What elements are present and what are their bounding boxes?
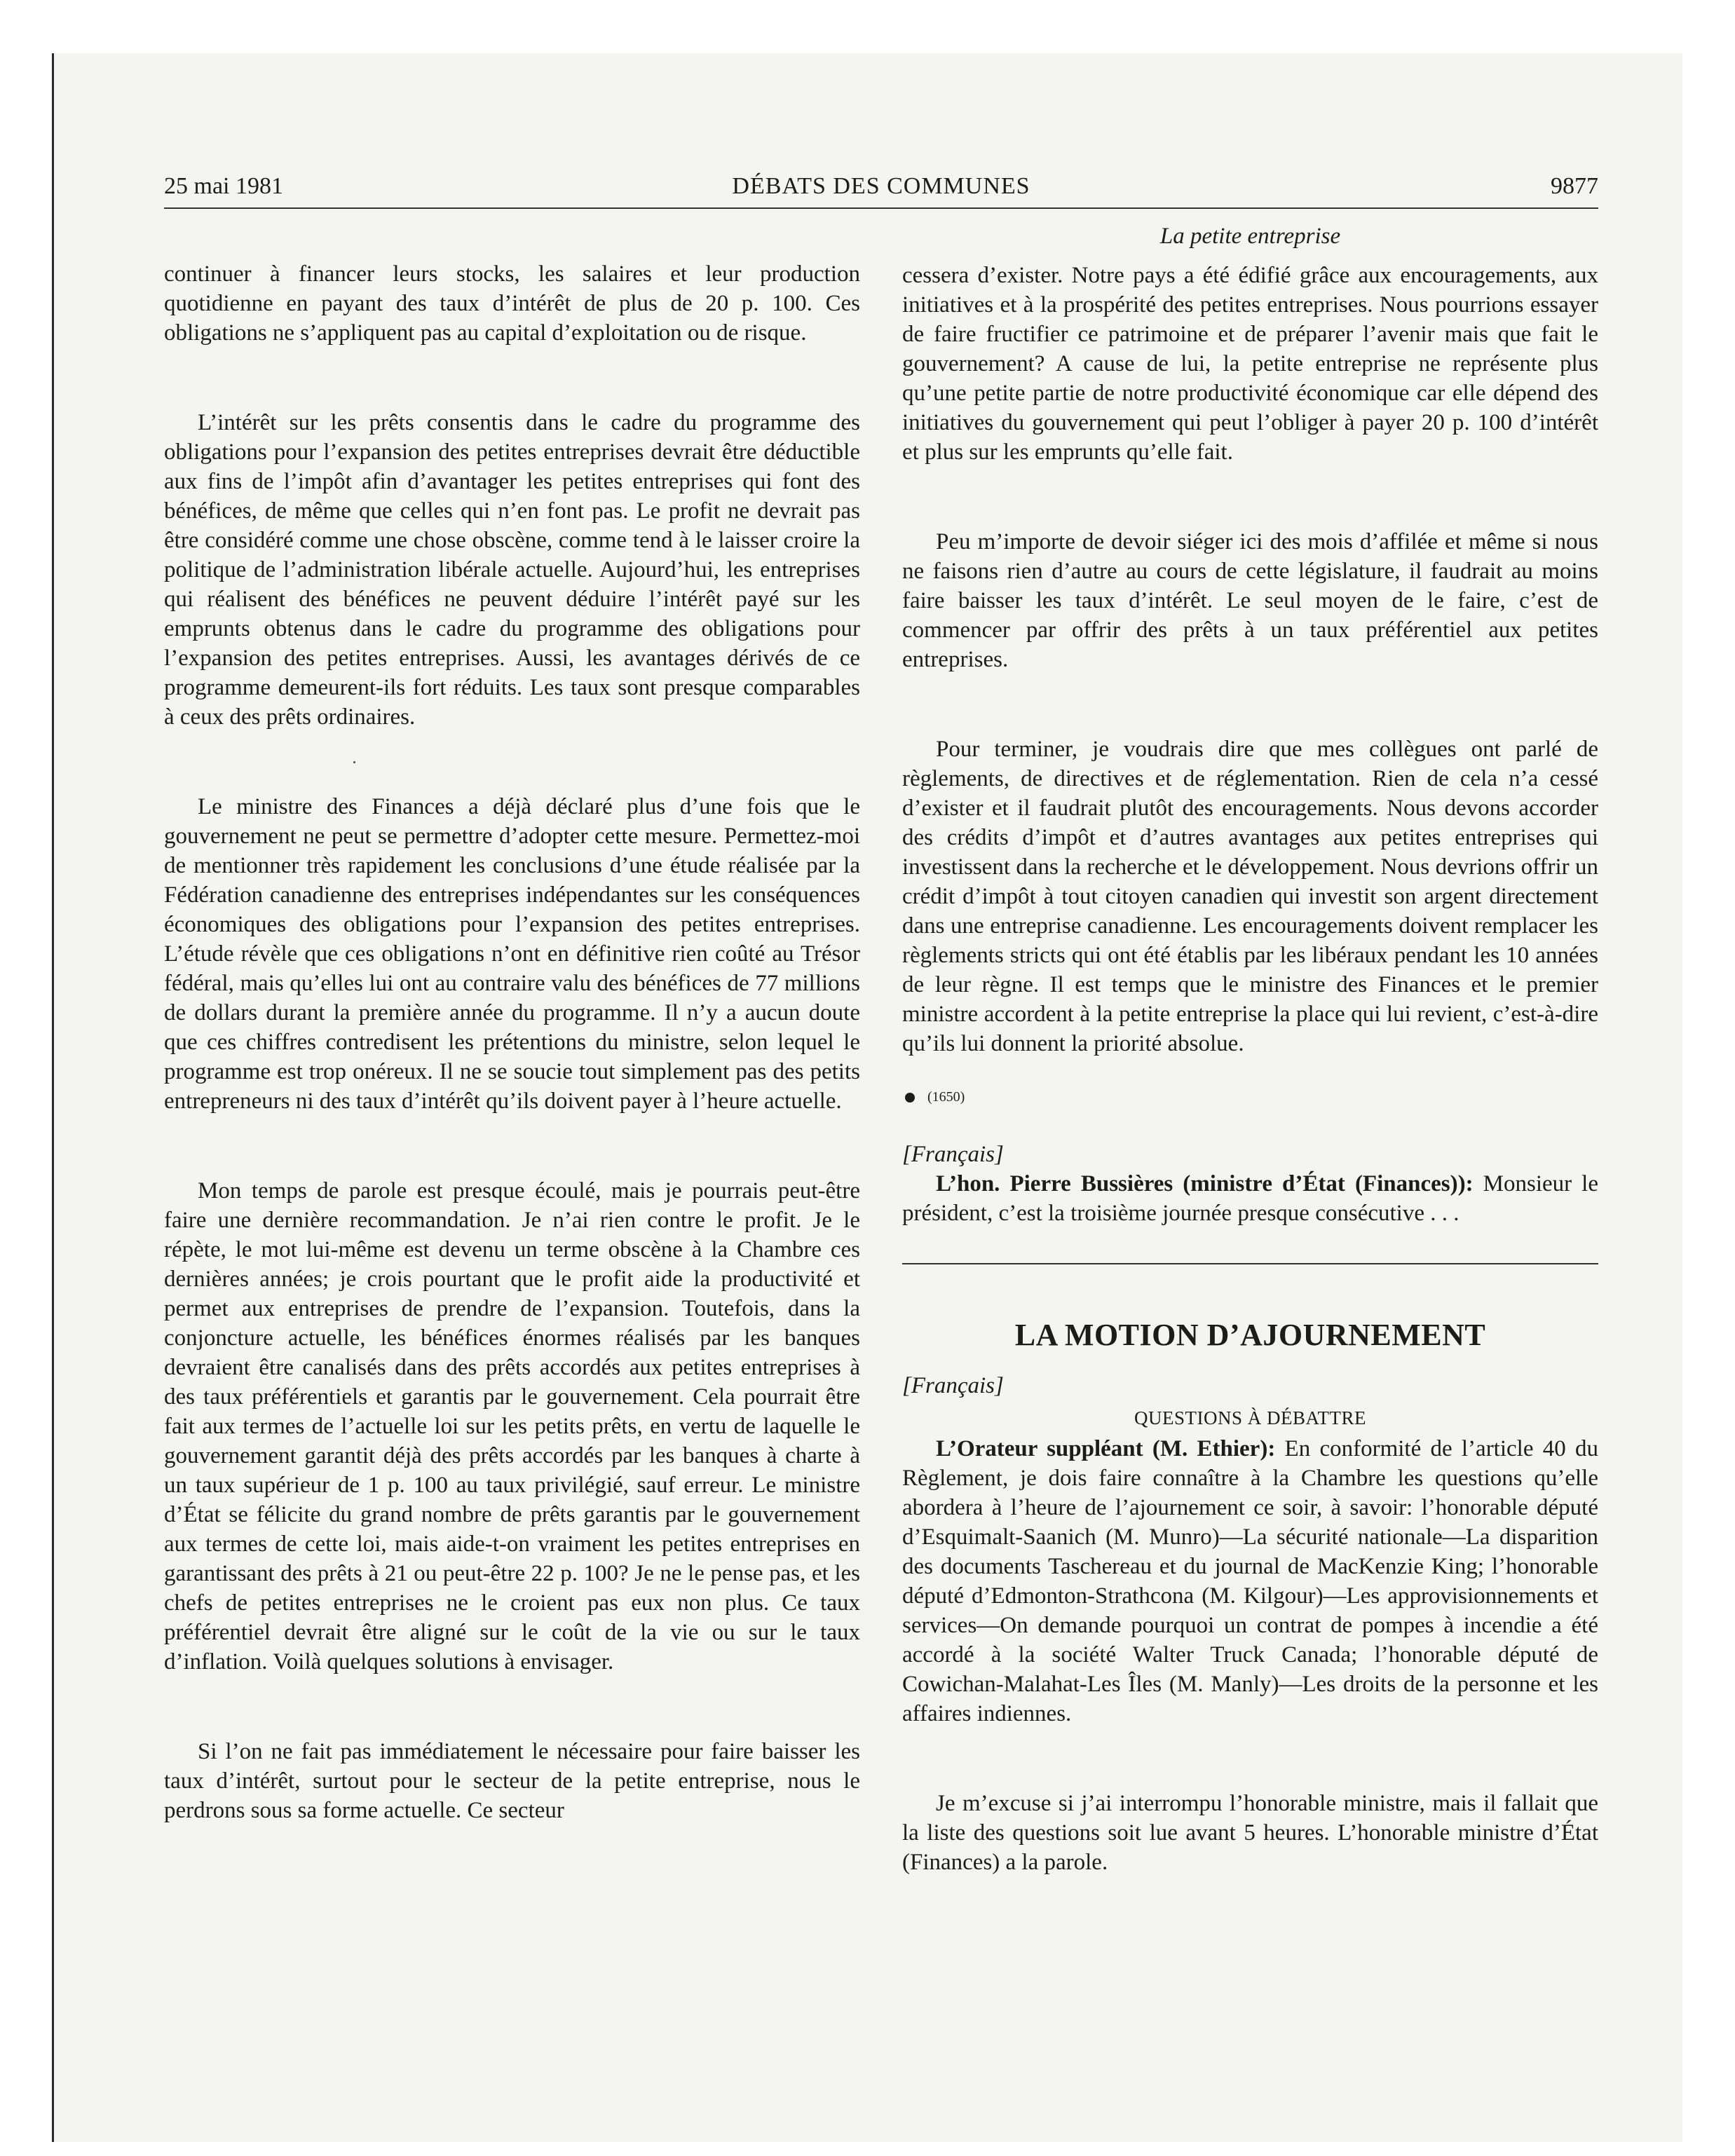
paragraph-gap <box>164 732 860 792</box>
paragraph-gap <box>902 467 1598 527</box>
section-title: LA MOTION D’AJOURNEMENT <box>1014 1318 1486 1352</box>
paragraph-gap <box>902 1728 1598 1789</box>
page-header <box>164 171 1598 209</box>
speech-text: En conformité de l’article 40 du Règlement, je dois faire connaître à la Chambre les questions qu’elle abordera à l’heure de l’ajournement ce soir, à savoir: l’honorable député d’Esquimalt-Saanich (M. Munro)—La sécurité nationale—La disparition des documents Taschereau et du journal de MacKenzie King; l’honorable député d’Edmonton-Strathcona (M. Kilgour)—Les approvisionnements et services—On demande pourquoi un contrat de pompes à incendie a été accordé à la société Walter Truck Canada; l’honorable député de Cowichan-Malahat-Les Îles (M. Manly)—Les droits de la personne et les affaires indiennes. <box>902 1436 1598 1726</box>
print-dot <box>353 761 355 763</box>
running-head: La petite entreprise <box>1159 224 1341 249</box>
right-paragraph-1: cessera d’exister. Notre pays a été édifié grâce aux encouragements, aux initiatives et à la prospérité des petites entreprises. Nous pourrions essayer de faire fructifier ce patrimoine et de préparer l’avenir mais que fait le gouvernement? A cause de lui, la petite entreprise ne représente plus qu’une petite partie de notre productivité économique car elle dépend des initiatives du gouvernement qui peut l’obliger à payer 20 p. 100 d’intérêt et plus sur les emprunts qu’elle fait. <box>902 263 1598 465</box>
paragraph-gap <box>902 674 1598 735</box>
language-tag: [Français] <box>902 1373 1004 1398</box>
paragraph-gap <box>164 348 860 408</box>
left-column <box>164 259 860 1825</box>
speaker-name: L’hon. Pierre Bussières (ministre d’État (Finances)): <box>936 1171 1474 1196</box>
speaker-name: L’Orateur suppléant (M. Ethier): <box>936 1436 1276 1461</box>
left-paragraph-3: Le ministre des Finances a déjà déclaré plus d’une fois que le gouvernement ne peut se permettre d’adopter cette mesure. Permettez-moi de mentionner très rapidement les conclusions d’une étude réalisée par la Fédération canadienne des entreprises indépendantes sur les conséquences économiques des obligations pour l’expansion des petites entreprises. L’étude révèle que ces obligations n’ont en définitive rien coûté au Trésor fédéral, mais qu’elles lui ont au contraire valu des bénéfices de 77 millions de dollars durant la première année du programme. Il n’y a aucun doute que ces chiffres contredisent les prétentions du ministre, selon lequel le programme est trop onéreux. Il ne se soucie tout simplement pas des petits entrepreneurs ni des taux d’intérêt qu’ils doivent payer à l’heure actuelle. <box>164 794 860 1114</box>
speech-bussieres <box>902 1169 1598 1228</box>
binding-edge <box>52 53 54 2142</box>
right-column <box>902 221 1598 1877</box>
paragraph-gap <box>164 1116 860 1176</box>
language-tag: [Français] <box>902 1142 1004 1167</box>
paragraph-gap <box>164 1677 860 1737</box>
subheading: QUESTIONS À DÉBATTRE <box>1134 1407 1366 1428</box>
bullet-icon <box>905 1093 915 1103</box>
page-number: 9877 <box>1551 173 1598 199</box>
left-paragraph-4: Mon temps de parole est presque écoulé, mais je pourrais peut-être faire une dernière recommandation. Je n’ai rien contre le profit. Je le répète, le mot lui-même est devenu un terme obscène à la Chambre ces dernières années; je crois pourtant que le profit aide la productivité et permet aux entreprises de prendre de l’expansion. Toutefois, dans la conjoncture actuelle, les bénéfices énormes réalisés par les banques devraient être canalisés dans des prêts accordés aux petites entreprises à des taux préférentiels et garantis par le gouvernement. Cela pourrait être fait aux termes de l’actuelle loi sur les petits prêts, en vertu de laquelle le gouvernement garantit déjà des prêts accordés par les banques à charte à un taux supérieur de 1 p. 100 au taux privilégié, sauf erreur. Le ministre d’État se félicite du grand nombre de prêts garantis par le gouvernement aux termes de cette loi, mais aide-t-on vraiment les petites entreprises en garantissant des prêts à 21 ou peut-être 22 p. 100? Je ne le pense pas, et les chefs de petites entreprises ne le croient pas eux non plus. Ce taux préférentiel devrait être aligné sur le coût de la vie ou sur le taux d’inflation. Voilà quelques solutions à envisager. <box>164 1178 860 1674</box>
left-paragraph-1: continuer à financer leurs stocks, les salaires et leur production quotidienne en payant des taux d’intérêt de plus de 20 p. 100. Ces obligations ne s’appliquent pas au capital d’exploitation ou de risque. <box>164 261 860 346</box>
time-marker-text: (1650) <box>927 1089 965 1105</box>
header-date: 25 mai 1981 <box>164 173 283 199</box>
left-paragraph-5: Si l’on ne fait pas immédiatement le nécessaire pour faire baisser les taux d’intérêt, surtout pour le secteur de la petite entreprise, nous le perdrons sous sa forme actuelle. Ce secteur <box>164 1739 860 1823</box>
speech-text: Monsieur le président, c’est la troisième journée presque consécutive . . . <box>902 1171 1598 1226</box>
header-title: DÉBATS DES COMMUNES <box>732 173 1030 199</box>
left-paragraph-2: L’intérêt sur les prêts consentis dans le cadre du programme des obligations pour l’expansion des petites entreprises devrait être déductible aux fins de l’impôt afin d’avantager les petites entreprises qui font des bénéfices, de même que celles qui n’en font pas. Le profit ne devrait pas être considéré comme une chose obscène, comme tend à le laisser croire la politique de l’administration libérale actuelle. Aujourd’hui, les entreprises qui réalisent des bénéfices ne peuvent déduire l’intérêt payé sur les emprunts obtenus dans le cadre du programme des obligations pour l’expansion des petites entreprises. Aussi, les avantages dérivés de ce programme demeurent-ils fort réduits. Les taux sont presque comparables à ceux des prêts ordinaires. <box>164 410 860 730</box>
time-marker <box>902 1082 1598 1112</box>
right-paragraph-3: Pour terminer, je voudrais dire que mes collègues ont parlé de règlements, de directives et de réglementation. Rien de cela n’a cessé d’exister et il faudrait plutôt des encouragements. Nous devons accorder des crédits d’impôt et d’autres avantages aux petites entreprises qui investissent dans la recherche et le développement. Nous devrions offrir un crédit d’impôt à tout citoyen canadien qui investit son argent directement dans une entreprise canadienne. Les encouragements doivent remplacer les règlements stricts qui ont été établis par les libéraux pendant les 10 années de leur règne. Il est temps que le ministre des Finances et le premier ministre accordent à la petite entreprise la place qui lui revient, c’est-à-dire qu’ils lui donnent la priorité absolue. <box>902 737 1598 1056</box>
section-divider <box>902 1263 1598 1264</box>
right-paragraph-2: Peu m’importe de devoir siéger ici des mois d’affilée et même si nous ne faisons rien d’autre au cours de cette législature, il faudrait au moins faire baisser les taux d’intérêt. Le seul moyen de le faire, c’est de commencer par offrir des prêts à un taux préférentiel aux petites entreprises. <box>902 529 1598 672</box>
right-paragraph-4: Je m’excuse si j’ai interrompu l’honorable ministre, mais il fallait que la liste des questions soit lue avant 5 heures. L’honorable ministre d’État (Finances) a la parole. <box>902 1791 1598 1875</box>
document-page <box>164 171 1598 2063</box>
speech-orateur <box>902 1434 1598 1728</box>
